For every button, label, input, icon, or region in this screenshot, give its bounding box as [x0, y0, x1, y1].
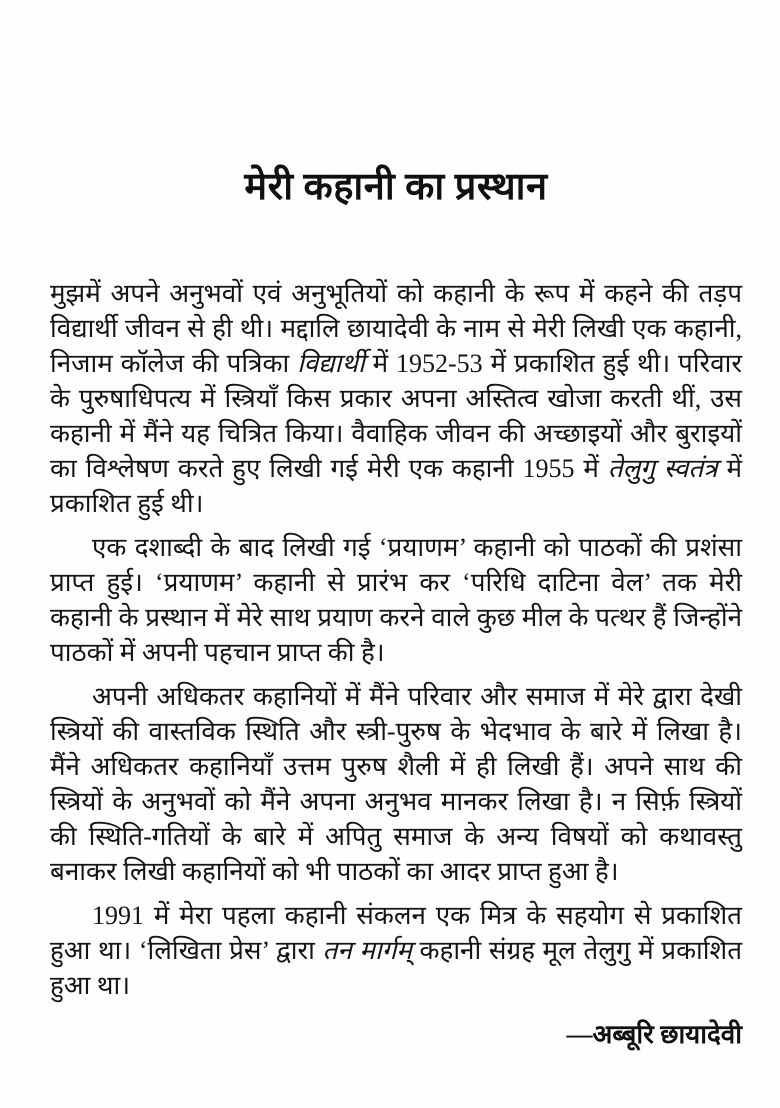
- paragraph-4: 1991 में मेरा पहला कहानी संकलन एक मित्र के सहयोग से प्रकाशित हुआ था। ‘लिखिता प्रेस’ द्वारा तन मार्गम् कहानी संग्रह मूल तेलुगु में प्रकाशित हुआ था।: [50, 901, 743, 1000]
- paragraph-2: एक दशाब्दी के बाद लिखी गई ‘प्रयाणम’ कहानी को पाठकों की प्रशंसा प्राप्त हुई। ‘प्रयाणम’ कहानी से प्रारंभ कर ‘परिधि दाटिना वेल’ तक मेरी कहानी के प्रस्थान में मेरे साथ प्रयाण करने वाले कुछ मील के पत्थर हैं जिन्होंने पाठकों में अपनी पहचान प्राप्त की है।: [50, 533, 742, 667]
- paragraph-1: मुझमें अपने अनुभवों एवं अनुभूतियों को कहानी के रूप में कहने की तड़प विद्यार्थी जीवन से ही थी। मद्दालि छायादेवी के नाम से मेरी लिखी एक कहानी, निजाम कॉलेज की पत्रिका विद्यार्थी में 1952-53 में प्रकाशित हुई थी। परिवार के पुरुषाधिपत्य में स्त्रियाँ किस प्रकार अपना अस्तित्व खोजा करती थीं, उस कहानी में मैंने यह चित्रित किया। वैवाहिक जीवन की अच्छाइयों और बुराइयों का विश्लेषण करते हुए लिखी गई मेरी एक कहानी 1955 में तेलुगु स्वतंत्र में प्रकाशित हुई थी।: [50, 279, 742, 518]
- page-title: मेरी कहानी का प्रस्थान: [244, 166, 548, 208]
- paragraph-3: अपनी अधिकतर कहानियों में मैंने परिवार और समाज में मेरे द्वारा देखी स्त्रियों की वास्तविक स्थिति और स्त्री-पुरुष के भेदभाव के बारे में लिखा है। मैंने अधिकतर कहानियाँ उत्तम पुरुष शैली में ही लिखी हैं। अपने साथ की स्त्रियों के अनुभवों को मैंने अपना अनुभव मानकर लिखा है। न सिर्फ़ स्त्रियों की स्थिति-गतियों के बारे में अपितु समाज के अन्य विषयों को कथावस्तु बनाकर लिखी कहानियों को भी पाठकों का आदर प्राप्त हुआ है।: [50, 682, 742, 886]
- page-body: [50, 276, 742, 1003]
- author-signature: —अब्बूरि छायादेवी: [566, 1020, 742, 1049]
